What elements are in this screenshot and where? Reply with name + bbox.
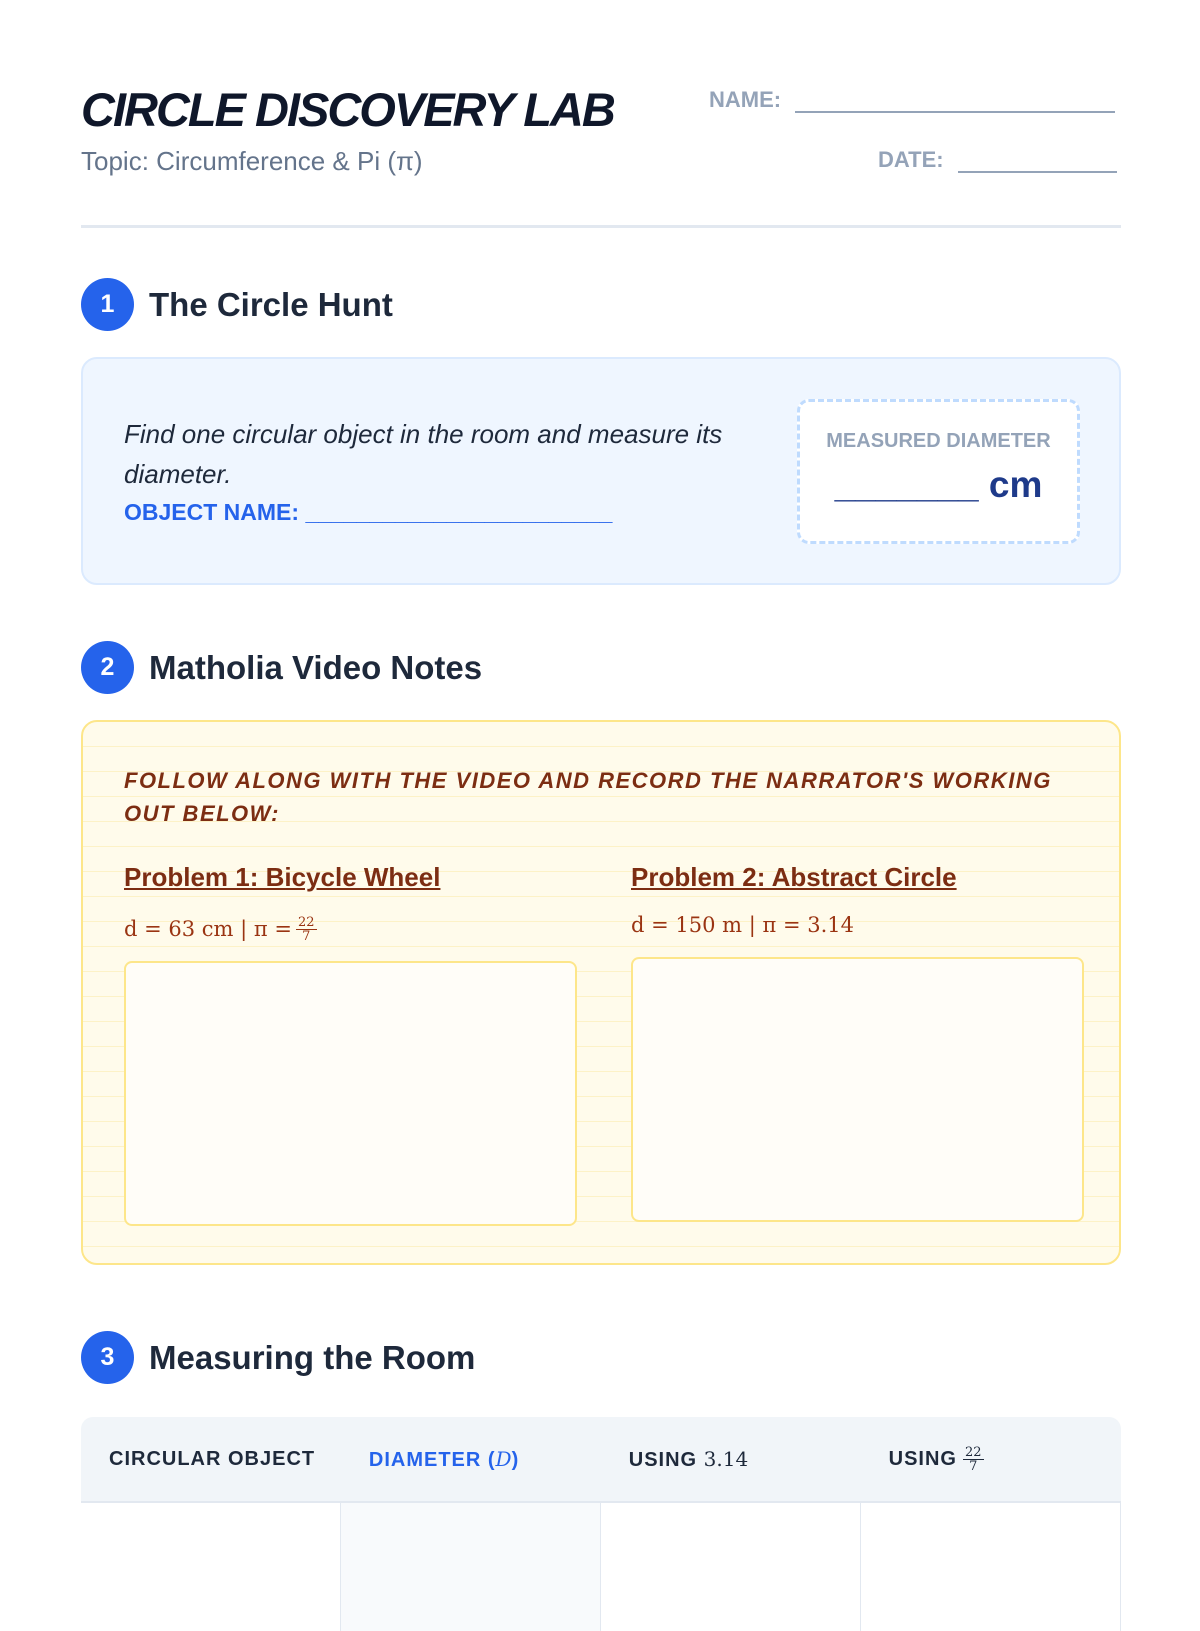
table-row	[81, 1502, 1121, 1631]
section-title: Measuring the Room	[149, 1338, 476, 1376]
object-name-field[interactable]: OBJECT NAME: ________________________	[124, 499, 613, 525]
diameter-value-field[interactable]: _______ cm	[834, 464, 1043, 505]
working-area[interactable]	[631, 957, 1084, 1222]
table-cell-using-314[interactable]	[601, 1502, 861, 1631]
date-input-line[interactable]	[958, 149, 1117, 173]
table-cell-using-fraction[interactable]	[861, 1502, 1121, 1631]
working-area[interactable]	[124, 961, 577, 1226]
section-title: Matholia Video Notes	[149, 648, 483, 686]
section-number-badge: 2	[81, 641, 134, 694]
pi-fraction: $\frac{22}{7}$	[964, 1444, 982, 1474]
measured-diameter-card	[797, 399, 1080, 544]
problem-given	[631, 909, 1084, 941]
date-field	[878, 147, 1117, 173]
problem-1	[124, 862, 577, 1226]
diameter-label: MEASURED DIAMETER	[826, 430, 1051, 452]
column-header-using-314: USING 3.14	[601, 1417, 861, 1502]
fraction-numerator: 22	[297, 914, 315, 930]
section-title: The Circle Hunt	[149, 285, 393, 323]
name-field	[709, 87, 1115, 113]
circle-hunt-box	[81, 357, 1121, 585]
section-number-badge: 3	[81, 1331, 134, 1384]
section-number-badge: 1	[81, 278, 134, 331]
worksheet-page	[81, 0, 1121, 1474]
table-cell-diameter[interactable]	[341, 1502, 601, 1631]
name-input-line[interactable]	[795, 89, 1115, 113]
fraction-denominator: 7	[302, 928, 311, 944]
section-2-heading	[81, 641, 482, 694]
column-header-object: CIRCULAR OBJECT	[81, 1417, 341, 1502]
page-title: CIRCLE DISCOVERY LAB	[81, 83, 614, 136]
video-instruction: FOLLOW ALONG WITH THE VIDEO AND RECORD THE NARRATOR'S WORKING OUT BELOW:	[124, 768, 1052, 826]
worksheet-header	[81, 0, 1121, 228]
column-header-diameter: DIAMETER (D)	[341, 1417, 601, 1502]
hunt-instruction: Find one circular object in the room and measure its diameter.	[124, 419, 723, 489]
measuring-table	[81, 1417, 1121, 1631]
table-cell-object[interactable]	[81, 1502, 341, 1631]
problem-2	[631, 862, 1084, 1222]
problem-title: Problem 2: Abstract Circle	[631, 862, 957, 892]
section-3-heading	[81, 1331, 475, 1384]
column-header-using-fraction: USING $\frac{22}{7}$	[861, 1417, 1121, 1502]
date-label: DATE:	[878, 147, 944, 172]
video-notes-box	[81, 720, 1121, 1265]
pi-fraction	[296, 916, 317, 943]
problem-given-text: d = 150 m | π = 3.14	[631, 913, 854, 937]
problem-given	[124, 913, 577, 945]
section-1-heading	[81, 278, 393, 331]
problem-given-text: d = 63 cm | π =	[124, 917, 292, 941]
name-label: NAME:	[709, 87, 782, 112]
page-subtitle: Topic: Circumference & Pi (π)	[81, 146, 423, 176]
problem-title: Problem 1: Bicycle Wheel	[124, 862, 441, 892]
table-header-row	[81, 1417, 1121, 1502]
